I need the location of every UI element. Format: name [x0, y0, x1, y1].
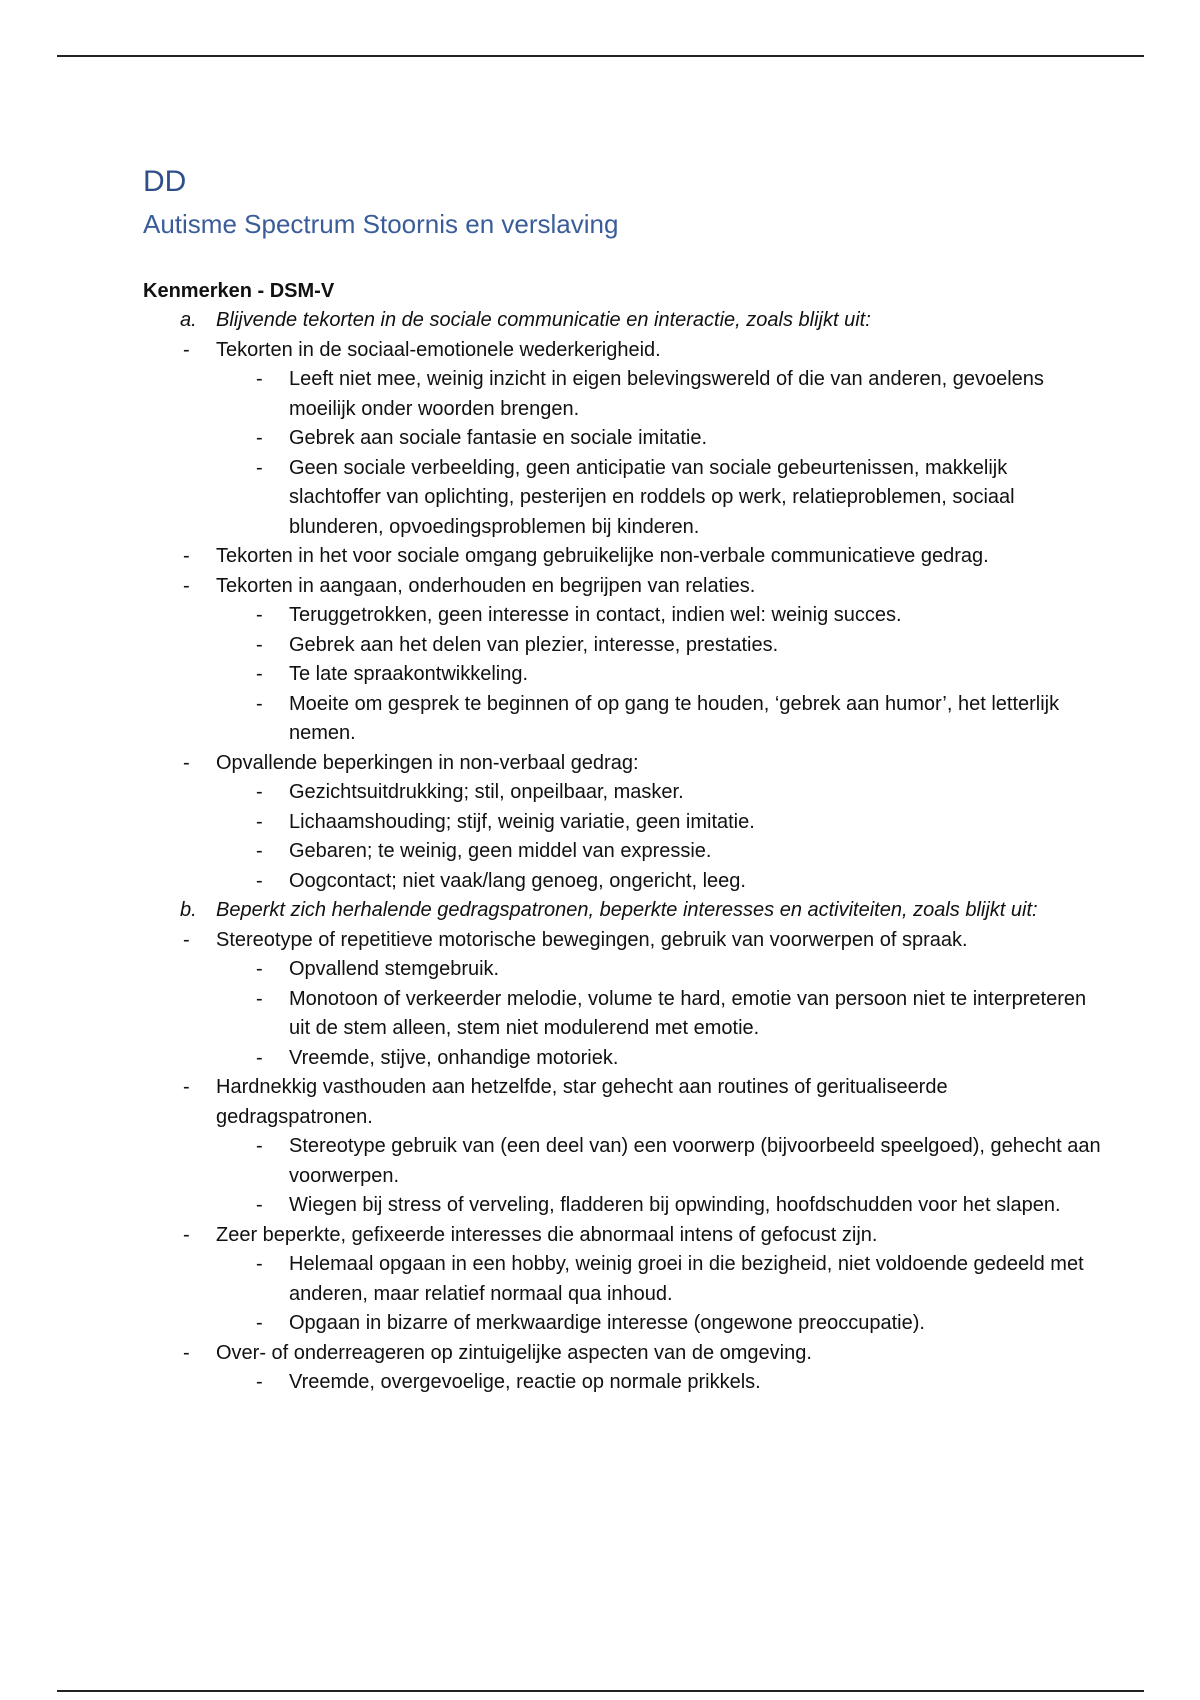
sub-list-item [143, 808, 1103, 838]
list-item-text: Vreemde, overgevoelige, reactie op normale prikkels. [289, 1371, 761, 1393]
list-item-text: Tekorten in aangaan, onderhouden en begrijpen van relaties. [216, 574, 756, 597]
list-item-text: Monotoon of verkeerder melodie, volume te hard, emotie van persoon niet te interpreteren uit de stem alleen, stem niet modulerend met emotie. [289, 987, 1087, 1039]
list-item-text: Oogcontact; niet vaak/lang genoeg, ongericht, leeg. [289, 869, 746, 892]
list-marker: - [183, 1341, 190, 1364]
list-marker: - [183, 928, 190, 951]
sub-list-item [143, 985, 1103, 1044]
list-item-text: Moeite om gesprek te beginnen of op gang te houden, ‘gebrek aan humor’, het letterlijk nemen. [289, 692, 1060, 744]
list-item-text: Gezichtsuitdrukking; stil, onpeilbaar, masker. [289, 781, 684, 803]
list-marker: - [256, 1046, 263, 1069]
criterion-heading [143, 896, 1103, 926]
criterion-heading [143, 306, 1103, 336]
list-item-text: Tekorten in de sociaal-emotionele wederkerigheid. [216, 338, 661, 361]
sub-list-item [143, 365, 1103, 424]
list-marker: - [256, 810, 263, 833]
list-marker: - [256, 427, 263, 449]
list-item-text: Gebrek aan sociale fantasie en sociale imitatie. [289, 427, 708, 449]
sub-list-item [143, 1132, 1103, 1191]
list-item [143, 542, 1103, 572]
header-rule [57, 55, 1144, 57]
footer-rule [57, 1690, 1144, 1692]
list-marker: - [256, 1194, 263, 1216]
list-marker: - [256, 692, 263, 715]
list-marker: - [183, 545, 190, 567]
list-marker: - [256, 1312, 263, 1334]
sub-list-item [143, 778, 1103, 808]
list-marker: a. [180, 309, 197, 331]
list-item [143, 1339, 1103, 1369]
list-marker: - [183, 1223, 190, 1246]
list-item-text: Teruggetrokken, geen interesse in contact, indien wel: weinig succes. [289, 604, 902, 626]
sub-list-item [143, 690, 1103, 749]
list-item [143, 1221, 1103, 1251]
list-marker: - [183, 338, 190, 361]
list-item-text: Geen sociale verbeelding, geen anticipatie van sociale gebeurtenissen, makkelijk slachtoffer van oplichting, pesterijen en roddels op werk, relatieproblemen, sociaal blunderen, opvoedingsproblemen bij kinderen. [289, 456, 1015, 538]
sub-list-item [143, 424, 1103, 454]
document-title: DD [143, 165, 187, 198]
list-marker: - [256, 368, 263, 390]
sub-list-item [143, 1044, 1103, 1074]
list-item [143, 749, 1103, 779]
list-item-text: Te late spraakontwikkeling. [289, 663, 529, 685]
list-item-text: Hardnekkig vasthouden aan hetzelfde, star gehecht aan routines of geritualiseerde gedragspatronen. [216, 1076, 948, 1128]
list-item [143, 572, 1103, 602]
list-marker: - [256, 987, 263, 1010]
list-item-text: Blijvende tekorten in de sociale communicatie en interactie, zoals blijkt uit: [216, 309, 871, 331]
list-item [143, 336, 1103, 366]
list-marker: - [256, 1371, 263, 1393]
list-item [143, 926, 1103, 956]
list-item-text: Helemaal opgaan in een hobby, weinig groei in die bezigheid, niet voldoende gedeeld met anderen, maar relatief normaal qua inhoud. [289, 1253, 1084, 1305]
sub-list-item [143, 955, 1103, 985]
sub-list-item [143, 1250, 1103, 1309]
list-marker: - [256, 781, 263, 803]
criteria-list [143, 306, 1103, 1398]
sub-list-item [143, 867, 1103, 897]
list-marker: - [256, 958, 263, 980]
list-item-text: Lichaamshouding; stijf, weinig variatie, geen imitatie. [289, 810, 755, 833]
list-marker: - [256, 663, 263, 685]
list-marker: - [183, 1076, 190, 1098]
list-item-text: Gebrek aan het delen van plezier, interesse, prestaties. [289, 633, 779, 656]
list-marker: - [256, 604, 263, 626]
sub-list-item [143, 1309, 1103, 1339]
section-heading: Kenmerken - DSM-V [143, 280, 335, 302]
list-marker: - [183, 751, 190, 774]
list-item-text: Wiegen bij stress of verveling, fladderen bij opwinding, hoofdschudden voor het slapen. [289, 1194, 1061, 1216]
document-body [143, 276, 1103, 1398]
sub-list-item [143, 601, 1103, 631]
list-marker: - [256, 1135, 263, 1157]
list-item-text: Over- of onderreageren op zintuigelijke aspecten van de omgeving. [216, 1341, 812, 1364]
document-subtitle: Autisme Spectrum Stoornis en verslaving [143, 209, 619, 239]
sub-list-item [143, 1191, 1103, 1221]
sub-list-item [143, 631, 1103, 661]
list-marker: - [256, 456, 263, 479]
sub-list-item [143, 660, 1103, 690]
list-marker: b. [180, 899, 197, 921]
list-item-text: Leeft niet mee, weinig inzicht in eigen belevingswereld of die van anderen, gevoelens moeilijk onder woorden brengen. [289, 368, 1044, 420]
list-marker: - [256, 840, 263, 862]
list-item-text: Tekorten in het voor sociale omgang gebruikelijke non-verbale communicatieve gedrag. [216, 545, 989, 567]
list-marker: - [256, 869, 263, 892]
list-item-text: Opvallende beperkingen in non-verbaal gedrag: [216, 751, 639, 774]
list-item-text: Gebaren; te weinig, geen middel van expressie. [289, 840, 712, 862]
list-marker: - [183, 574, 190, 597]
list-item-text: Opvallend stemgebruik. [289, 958, 500, 980]
list-item-text: Zeer beperkte, gefixeerde interesses die abnormaal intens of gefocust zijn. [216, 1223, 878, 1246]
sub-list-item [143, 837, 1103, 867]
list-item-text: Opgaan in bizarre of merkwaardige interesse (ongewone preoccupatie). [289, 1312, 925, 1334]
list-marker: - [256, 633, 263, 656]
list-item-text: Stereotype gebruik van (een deel van) een voorwerp (bijvoorbeeld speelgoed), gehecht aan voorwerpen. [289, 1135, 1101, 1187]
list-item-text: Stereotype of repetitieve motorische bewegingen, gebruik van voorwerpen of spraak. [216, 928, 968, 951]
list-item [143, 1073, 1103, 1132]
list-item-text: Beperkt zich herhalende gedragspatronen, beperkte interesses en activiteiten, zoals blijkt uit: [216, 899, 1038, 921]
list-item-text: Vreemde, stijve, onhandige motoriek. [289, 1046, 619, 1069]
list-marker: - [256, 1253, 263, 1275]
sub-list-item [143, 454, 1103, 543]
sub-list-item [143, 1368, 1103, 1398]
